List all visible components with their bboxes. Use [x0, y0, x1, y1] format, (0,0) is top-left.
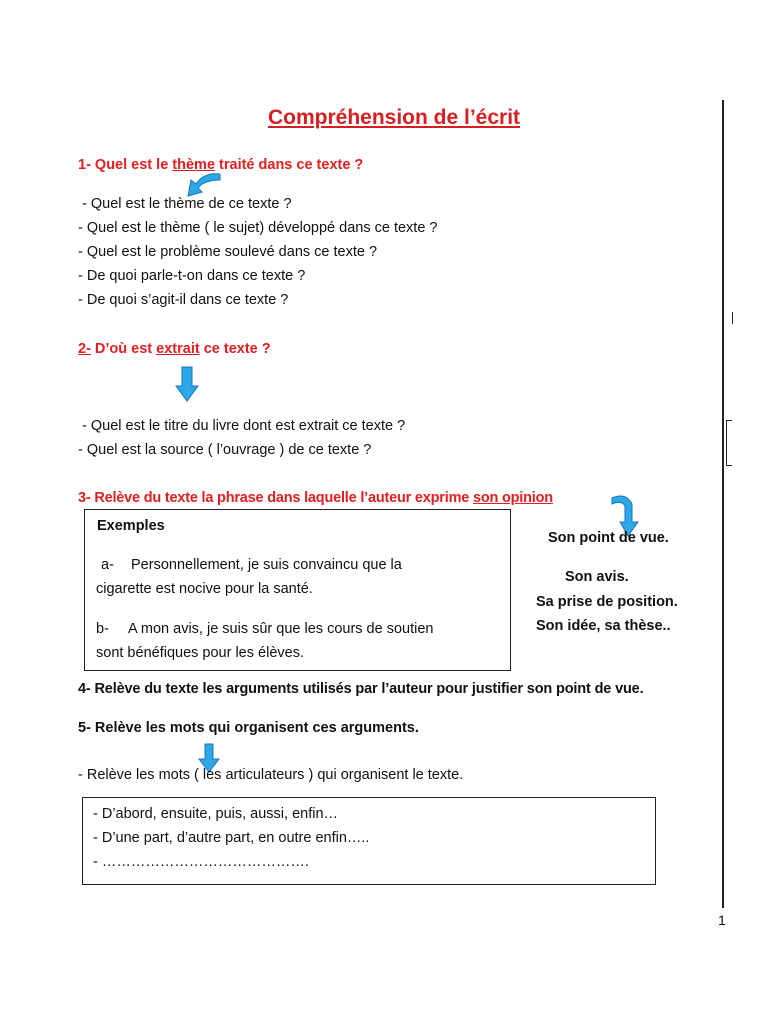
section2-heading-keyword: extrait — [156, 341, 200, 357]
margin-bracket-bottom — [726, 465, 732, 466]
section1-heading-prefix: 1- Quel est le — [78, 157, 173, 173]
section1-line-1: - Quel est le thème de ce texte ? — [82, 196, 292, 212]
section2-heading-suffix: ce texte ? — [199, 341, 271, 357]
example-a-marker: a- — [101, 557, 114, 573]
page-number: 1 — [718, 912, 726, 928]
margin-bracket-top — [726, 420, 732, 421]
synonym-4: Son idée, sa thèse.. — [536, 618, 671, 634]
examples-box — [84, 509, 511, 671]
section1-line-2: - Quel est le thème ( le sujet) développé dans ce texte ? — [78, 220, 438, 236]
section1-line-3: - Quel est le problème soulevé dans ce texte ? — [78, 244, 378, 260]
section2-heading — [78, 341, 271, 357]
articulators-line-1: - D’abord, ensuite, puis, aussi, enfin… — [93, 806, 339, 822]
example-b-marker: b- — [96, 621, 109, 637]
section1-line-4: - De quoi parle-t-on dans ce texte ? — [78, 268, 306, 284]
section3-heading-keyword: son opinion — [472, 490, 553, 506]
articulators-line-3: - ……………………………………. — [93, 854, 309, 870]
section2-line-2: - Quel est la source ( l’ouvrage ) de ce texte ? — [78, 442, 372, 458]
examples-title: Exemples — [97, 518, 165, 534]
synonym-1: Son point de vue. — [548, 530, 669, 546]
section1-heading-suffix: traité dans ce texte ? — [215, 157, 364, 173]
section3-heading-prefix: 3- Relève du texte la phrase dans laquelle l’auteur exprime — [78, 490, 473, 506]
example-b-line-2: sont bénéfiques pour les élèves. — [96, 645, 304, 661]
page-title: Compréhension de l’écrit — [267, 106, 521, 129]
synonym-3: Sa prise de position. — [536, 594, 678, 610]
synonym-2: Son avis. — [565, 569, 629, 585]
section2-heading-prefix: D’où est — [90, 341, 157, 357]
section5-heading: 5- Relève les mots qui organisent ces arguments. — [78, 720, 419, 736]
down-arrow-icon — [175, 366, 199, 402]
example-a-line-2: cigarette est nocive pour la santé. — [96, 581, 313, 597]
margin-tick — [732, 312, 733, 324]
section1-heading-keyword: thème — [172, 157, 216, 173]
section2-line-1: - Quel est le titre du livre dont est extrait ce texte ? — [82, 418, 406, 434]
margin-bracket — [726, 420, 727, 466]
example-a-line-1: Personnellement, je suis convaincu que la — [131, 557, 402, 573]
example-b-line-1: A mon avis, je suis sûr que les cours de soutien — [128, 621, 434, 637]
articulators-box — [82, 797, 656, 885]
margin-rule — [722, 100, 724, 908]
section4-heading: 4- Relève du texte les arguments utilisés par l’auteur pour justifier son point de vue. — [78, 681, 644, 697]
section3-heading — [78, 490, 553, 506]
section5-line: - Relève les mots ( les articulateurs ) qui organisent le texte. — [78, 767, 464, 783]
articulators-line-2: - D’une part, d’autre part, en outre enfin….. — [93, 830, 370, 846]
section2-heading-number: 2- — [78, 341, 91, 357]
section1-line-5: - De quoi s’agit-il dans ce texte ? — [78, 292, 289, 308]
